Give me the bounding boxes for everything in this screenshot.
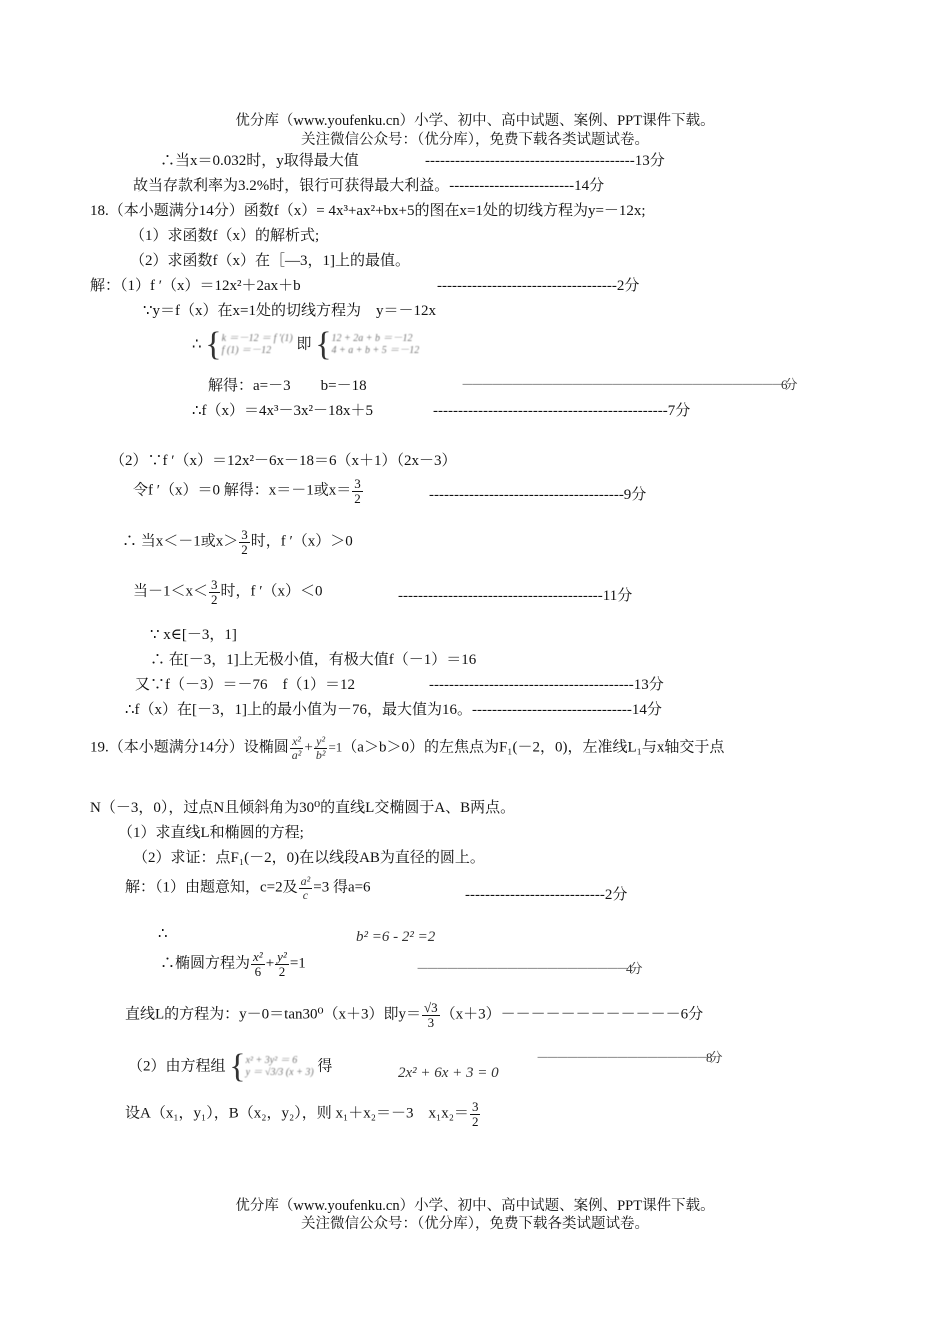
q19-sol-1-pre: 解：（1）由题意知，c=2及 (125, 879, 298, 896)
q19-sol-3-pre: ∴椭圆方程为 (160, 955, 251, 972)
frac-den: a² (291, 747, 302, 762)
q19-sol-5 (128, 1050, 332, 1084)
q19-sol-3-score: －－－－－－－－－－－－－－－－－－－－－4分 (416, 961, 640, 976)
system-2-eq-b: 4 + a + b + 5 ＝－12 (331, 345, 420, 356)
q19-sol-1 (125, 875, 371, 901)
q19-sol-2-eq: b² =6 - 2² =2 (356, 929, 436, 945)
ellipse-rhs: =1 (328, 739, 343, 755)
fraction-three-halves (239, 528, 250, 556)
ellipse-x-term (290, 735, 304, 761)
q19-part-1: （1）求直线L和椭圆的方程; (118, 825, 304, 841)
q19-sol-4-pre: 直线L的方程为：y－0＝tan30⁰（x＋3）即y＝ (125, 1006, 422, 1023)
frac-den: b² (315, 747, 326, 762)
q18-sol-4: 解得：a=－3 b=－18 (208, 378, 367, 394)
therefore-symbol: ∴ (192, 336, 202, 353)
left-brace-icon: { (229, 1048, 246, 1085)
frac-num: x² (253, 949, 263, 964)
frac-den: 3 (427, 1014, 435, 1030)
q18-sol-11: ∴ 在[－3，1]上无极小值，有极大值f（－1）＝16 (150, 652, 477, 668)
header-line-2: 关注微信公众号：（优分库），免费下载各类试题试卷。 (301, 132, 649, 148)
plus-sign: + (304, 739, 313, 756)
q18-sol-1: 解：（1）f ′（x）＝12x²＋2ax＋b (90, 278, 301, 294)
q18-sol-9 (133, 578, 323, 606)
frac-num: 3 (354, 476, 361, 491)
fraction-three-halves (352, 477, 363, 505)
q18-sol-7-score: ---------------------------------------9分 (429, 487, 647, 503)
q19-sol-1-score: ----------------------------2分 (465, 887, 628, 903)
q19-sol-3-rhs: =1 (289, 955, 306, 972)
footer-line-2: 关注微信公众号：（优分库），免费下载各类试题试卷。 (301, 1216, 649, 1232)
q19-title (90, 735, 724, 761)
q18-sol-6: （2）∵f ′（x）＝12x²－6x－18＝6（x＋1）（2x－3） (110, 453, 457, 469)
q18-sol-8-post: 时，f ′（x）＞0 (250, 533, 353, 550)
frac-num: a² (300, 874, 311, 888)
q19-part-2: （2）求证：点F₁(－2，0)在以线段AB为直径的圆上。 (133, 850, 485, 866)
q19-sol-6 (125, 1100, 481, 1128)
q18-sol-4-score: －－－－－－－－－－－－－－－－－－－－－－－－－－－－－－－－6分 (461, 377, 795, 392)
frac-num: y² (316, 734, 326, 748)
system-3-eq-a: x² + 3y² ＝ 6 (245, 1054, 298, 1066)
q19-title-pre: 19.（本小题满分14分）设椭圆 (90, 739, 289, 756)
prev-line-1: ∴当x＝0.032时，y取得最大值 (160, 153, 359, 169)
ellipse-y-term (314, 735, 328, 761)
q18-sol-5: ∴f（x）＝4x³－3x²－18x＋5 (192, 403, 374, 419)
system-3 (246, 1055, 314, 1080)
q19-sol-4-post: （x＋3）－－－－－－－－－－－－6分 (440, 1006, 704, 1023)
system-2 (332, 333, 420, 358)
fraction-three-halves (209, 578, 220, 606)
q18-sol-5-score: -----------------------------------------------7分 (433, 403, 691, 419)
frac-num: 3 (241, 527, 248, 542)
q19-sol-5-score: －－－－－－－－－－－－－－－－－8分 (536, 1050, 720, 1065)
frac-num: 3 (471, 1099, 479, 1114)
frac-num: √3 (424, 1000, 438, 1015)
sqrt3-over-3 (422, 1001, 440, 1029)
q18-sol-12: 又∵f（－3）＝－76 f（1）＝12 (135, 677, 355, 693)
system-3-eq-b: y ＝ √3/3 (x + 3) (245, 1067, 314, 1078)
x-squared-over-6 (251, 950, 265, 978)
q18-sol-8-pre: ∴ 当x＜－1或x＞ (122, 533, 239, 550)
frac-den: 2 (211, 591, 218, 607)
q19-sol-4 (125, 1001, 703, 1029)
q19-title-line-2: N（－3，0），过点N且倾斜角为30⁰的直线L交椭圆于A、B两点。 (90, 800, 516, 816)
q18-sol-2: ∵y＝f（x）在x=1处的切线方程为 y＝－12x (143, 303, 436, 319)
footer-line-1: 优分库（www.youfenku.cn）小学、初中、高中试题、案例、PPT课件下载。 (235, 1198, 715, 1214)
y-squared-over-2 (275, 950, 289, 978)
prev-line-2: 故当存款利率为3.2%时，银行可获得最大利益。-------------------------14分 (133, 178, 605, 194)
q18-sol-7 (133, 477, 364, 505)
q19-sol-5-pre: （2）由方程组 (128, 1058, 226, 1075)
system-1 (222, 333, 293, 358)
q18-sol-13: ∴f（x）在[－3，1]上的最小值为－76，最大值为16。--------------------------------14分 (125, 702, 662, 718)
q18-sol-8 (122, 528, 353, 556)
frac-den: 2 (354, 490, 361, 506)
q19-sol-6-pre: 设A（x₁，y₁），B（x₂，y₂），则 x₁＋x₂＝－3 x₁x₂＝ (125, 1105, 469, 1122)
q18-sol-9-pre: 当－1＜x＜ (133, 583, 209, 600)
q18-title: 18.（本小题满分14分）函数f（x）= 4x³+ax²+bx+5的图在x=1处的切线方程为y=－12x; (90, 203, 646, 219)
q18-sol-10: ∵ x∈[－3，1] (150, 627, 237, 643)
q19-title-post: （a＞b＞0）的左焦点为F₁(－2，0)，左准线L₁与x轴交于点 (342, 739, 725, 756)
frac-den: c (302, 887, 309, 902)
frac-den: 6 (254, 963, 262, 979)
q18-sol-7-text: 令f ′（x）＝0 解得：x＝－1或x＝ (133, 482, 352, 499)
q18-part-1: （1）求函数f（x）的解析式; (130, 228, 320, 244)
namely-label: 即 (296, 336, 312, 353)
q18-sol-3 (192, 328, 419, 362)
left-brace-icon: { (205, 326, 222, 363)
a-squared-over-c (299, 875, 313, 901)
q19-sol-3 (160, 950, 306, 978)
q18-sol-12-score: -----------------------------------------13分 (429, 677, 664, 693)
frac-den: 2 (471, 1113, 479, 1129)
q19-sol-5-mid: 得 (317, 1058, 333, 1075)
q18-part-2: （2）求函数f（x）在［—3，1]上的最值。 (130, 253, 410, 269)
system-2-eq-a: 12 + 2a + b ＝－12 (331, 332, 413, 344)
q18-sol-9-score: -----------------------------------------11分 (398, 588, 633, 604)
prev-line-1-score: ------------------------------------------13分 (425, 153, 665, 169)
frac-num: 3 (211, 577, 218, 592)
q18-sol-1-score: ------------------------------------2分 (437, 278, 640, 294)
system-1-eq-b: f (1) ＝－12 (221, 345, 272, 356)
frac-den: 2 (241, 541, 248, 557)
q19-sol-2-therefore: ∴ (158, 926, 168, 942)
fraction-three-halves (470, 1100, 481, 1128)
plus-sign: + (265, 955, 275, 972)
frac-num: x² (292, 734, 302, 748)
frac-num: y² (277, 949, 287, 964)
system-1-eq-a: k ＝－12 ＝ f ′(1) (221, 332, 293, 344)
left-brace-icon: { (315, 326, 332, 363)
header-line-1: 优分库（www.youfenku.cn）小学、初中、高中试题、案例、PPT课件下载。 (235, 113, 715, 129)
q19-sol-5-eq: 2x² + 6x + 3 = 0 (398, 1065, 499, 1081)
frac-den: 2 (278, 963, 286, 979)
q18-sol-9-post: 时，f ′（x）＜0 (220, 583, 323, 600)
q19-sol-1-mid: =3 得a=6 (313, 879, 371, 896)
